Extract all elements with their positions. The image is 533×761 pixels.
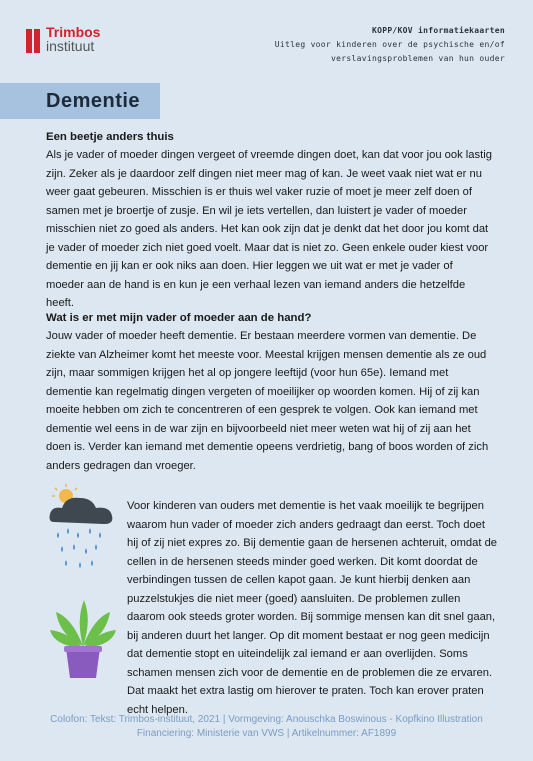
logo-line-2: instituut — [46, 38, 95, 54]
series-header — [275, 24, 505, 66]
rain-cloud-icon — [46, 484, 118, 576]
logo-mark-icon — [26, 29, 40, 53]
series-subtitle-2: verslavingsproblemen van hun ouder — [331, 54, 505, 63]
section-heading: Wat is er met mijn vader of moeder aan de hand? — [46, 312, 312, 324]
colophon-line-2: Financiering: Ministerie van VWS | Artikelnummer: AF1899 — [136, 728, 397, 739]
colophon-line-1: Colofon: Tekst: Trimbos-instituut, 2021 | Vormgeving: Anouschka Boswinous - Kopfkino Illustration — [50, 714, 483, 725]
section-aan-de-hand — [46, 309, 492, 475]
logo-line-1: Trimbos — [46, 24, 101, 40]
plant-icon — [50, 596, 116, 680]
page-title: Dementie — [46, 90, 141, 112]
section-thuis — [46, 128, 492, 313]
series-subtitle-1: Uitleg voor kinderen over de psychische en/of — [274, 40, 505, 49]
trimbos-logo — [26, 25, 100, 53]
section-body: Jouw vader of moeder heeft dementie. Er bestaan meerdere vormen van dementie. De ziekte van Alzheimer komt het meeste voor. Meestal krijgen mensen dementie als ze oud zijn, maar sommigen krijgen het al op jongere leeftijd (voor hun 65e). Iemand met dementie kan regelmatig dingen vergeten of moeilijker op woorden komen. Hij of zij kan moeite hebben om zich te concentreren of een gesprek te volgen. Ook kan iemand met dementie wel eens in de war zijn en bijvoorbeeld niet meer weten wat hij of zij aan het doen is. Verder kan iemand met dementie opeens verdrietig, bang of boos worden of zich anders gedragen dan vroeger. — [46, 330, 489, 472]
series-title: KOPP/KOV informatiekaarten — [371, 26, 505, 35]
section-body: Voor kinderen van ouders met dementie is het vaak moeilijk te begrijpen waarom hun vader of moeder zich anders gedraagt dan eerst. Toch doet hij of zij niet expres zo. Bij dementie gaan de hersenen achteruit, omdat de cellen in de hersenen steeds minder goed werken. Dit komt doordat de verbindingen tussen de cellen kapot gaan. Je kunt hierbij denken aan puzzelstukjes die niet meer (goed) aansluiten. De problemen zullen daarom ook steeds groter worden. Bij sommige mensen kan dit snel gaan, bij anderen duurt het langer. Op dit moment bestaat er nog geen medicijn dat dementie stopt en uiteindelijk zal iemand er aan overlijden. Soms schamen mensen zich voor de dementie en de problemen die ze ervaren. Dat maakt het extra lastig om hierover te praten. Toch kan erover praten echt helpen. — [127, 500, 498, 716]
section-uitleg — [127, 486, 499, 730]
section-body: Als je vader of moeder dingen vergeet of vreemde dingen doet, kan dat voor jou ook lastig zijn. Zeker als je daardoor zelf dingen niet meer mag of kan. Je weet vaak niet wat er nu weer gaat gebeuren. Misschien is er thuis wel vaker ruzie of moet je meer zelf doen of samen met je broertje of zusje. En wil je iets vertellen, dan luistert je vader of moeder misschien niet zo goed als anders. Het kan ook zijn dat je denkt dat het door jou komt dat je vader of moeder zich niet goed voelt. Maar dat is niet zo. Geen enkele ouder kiest voor dementie en jij kan er ook niks aan doen. Hier leggen we uit wat er met je vader of moeder aan de hand is en kun je een verhaal lezen van iemand anders die hetzelfde heeft. — [46, 149, 492, 309]
section-heading: Een beetje anders thuis — [46, 131, 174, 143]
colophon — [0, 713, 533, 741]
